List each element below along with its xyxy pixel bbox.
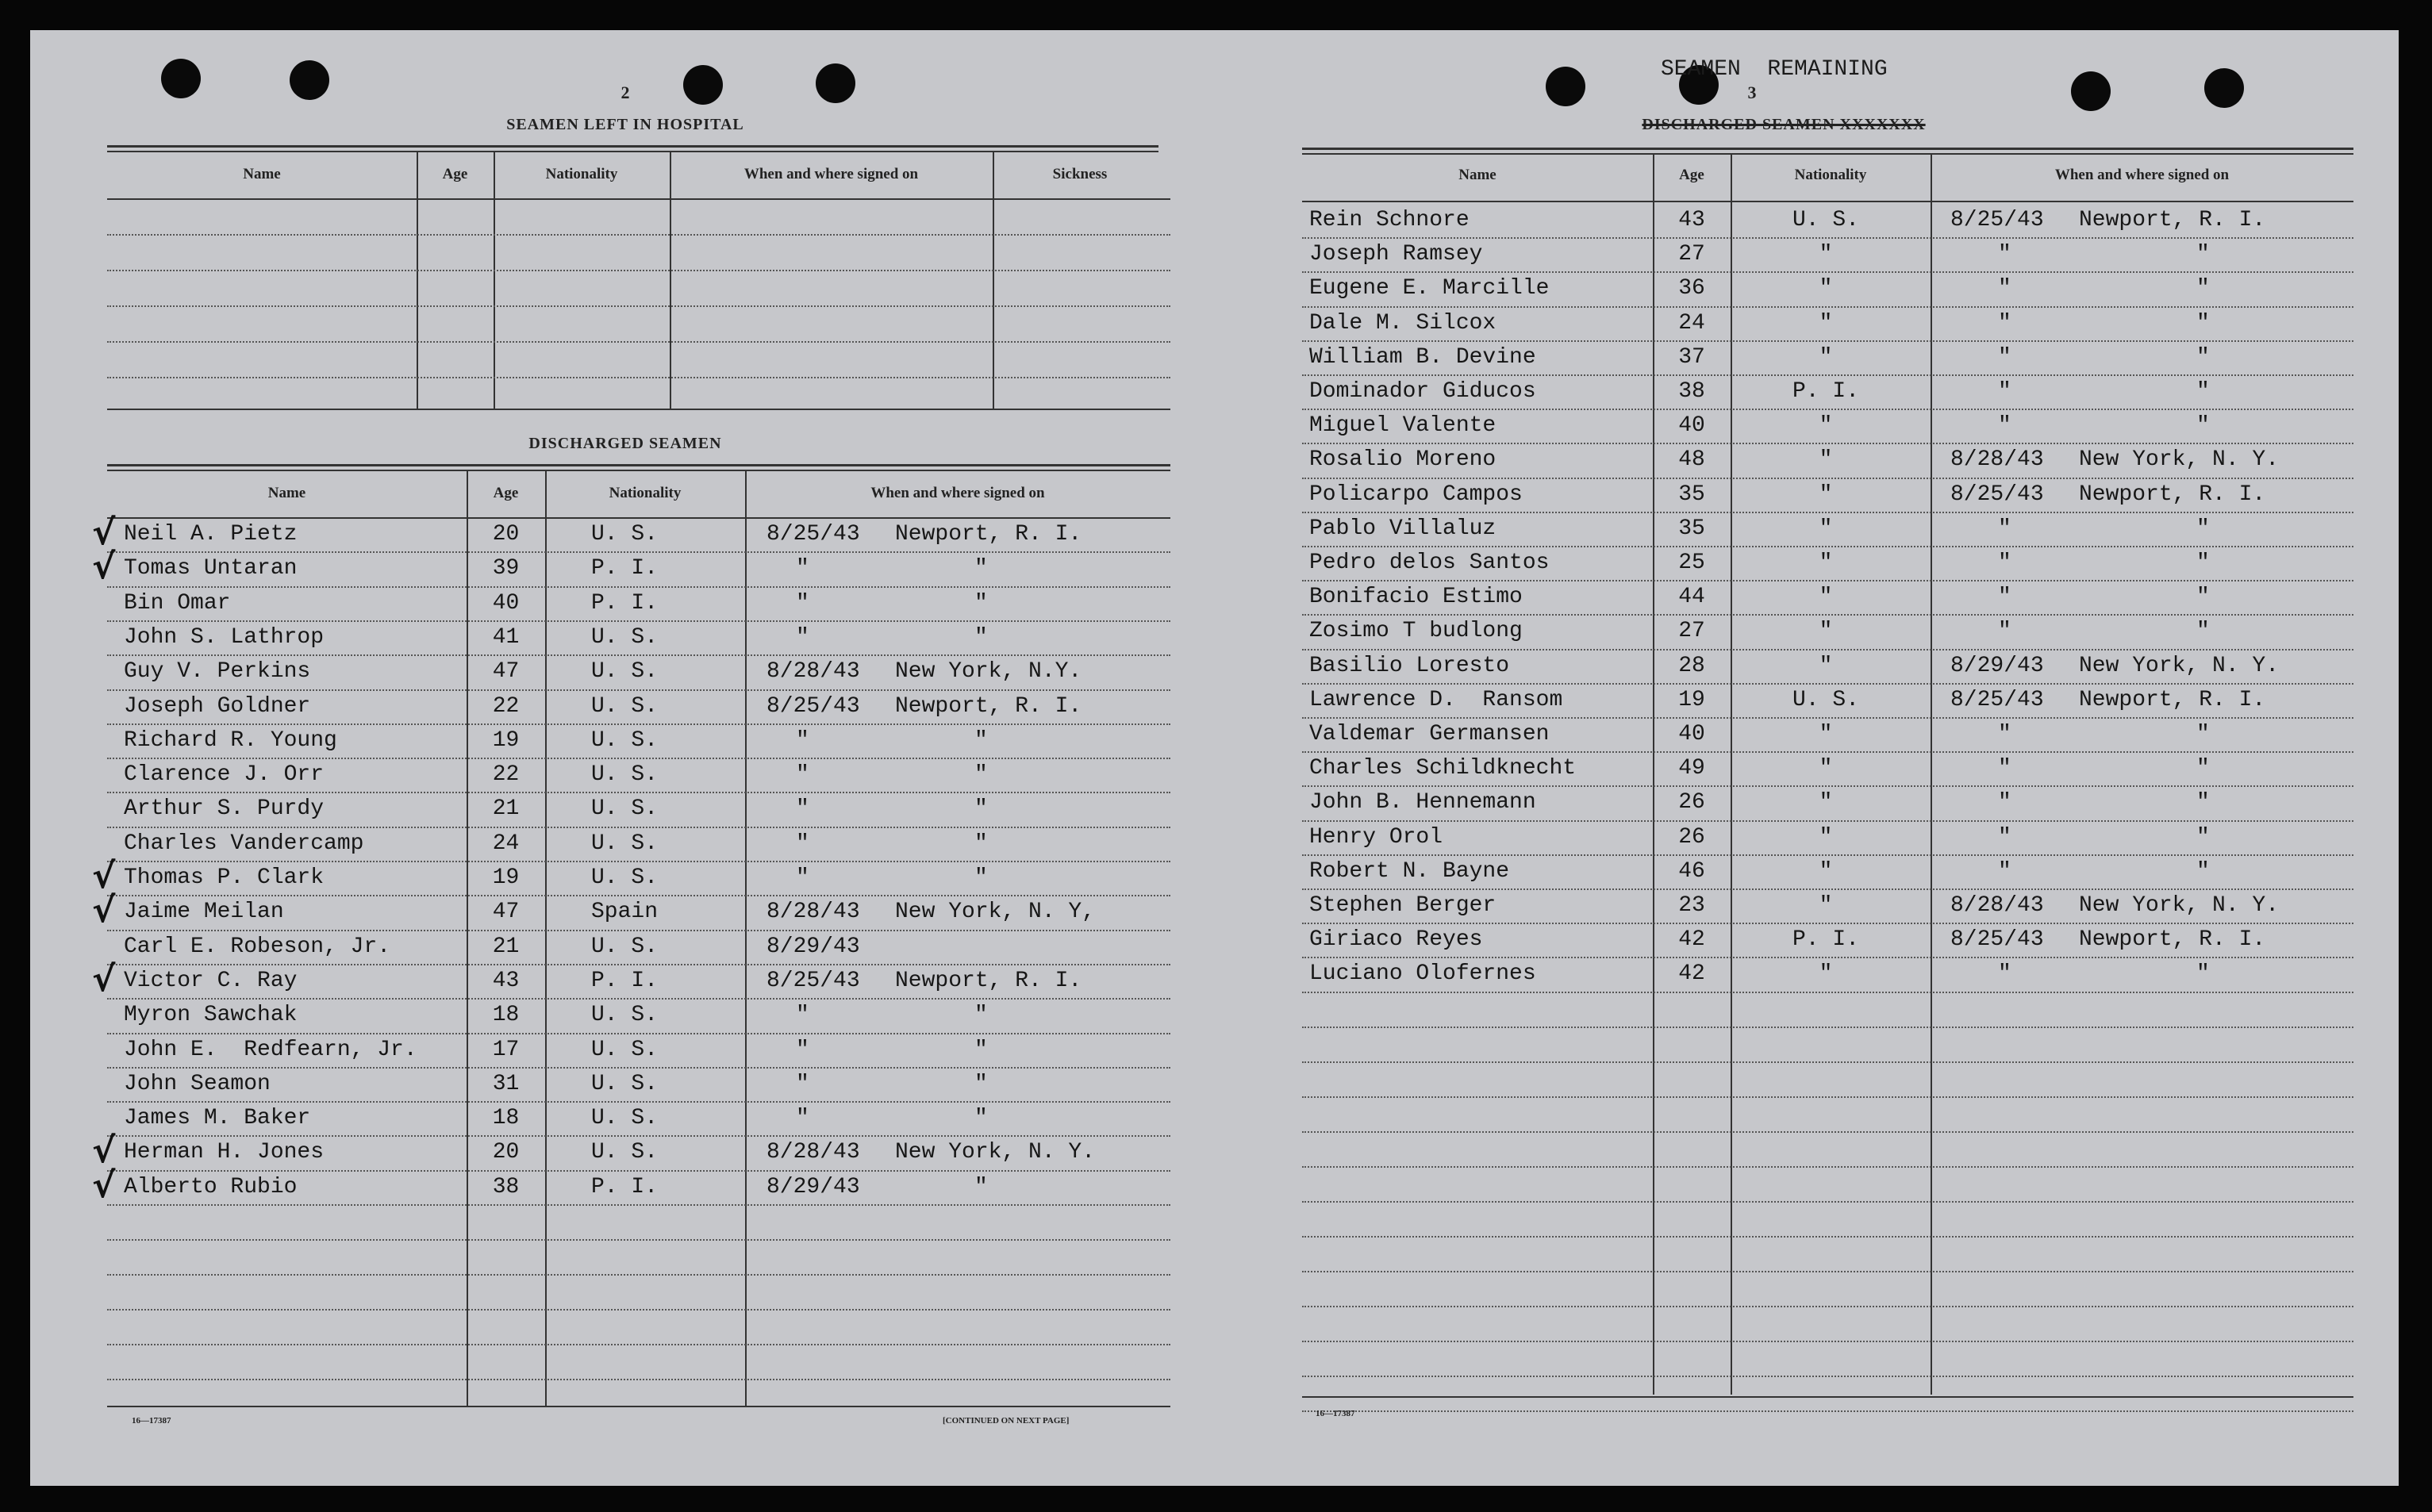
cell-name: William B. Devine: [1309, 344, 1536, 370]
cell-date: ": [796, 727, 809, 753]
cell-place: New York, N. Y,: [895, 900, 1096, 925]
cell-date: 8/29/43: [1950, 653, 2044, 678]
cell-nat: ": [1819, 722, 1833, 746]
table-row: [1220, 546, 2363, 579]
cell-place: ": [2196, 242, 2210, 267]
cell-name: Stephen Berger: [1309, 893, 1496, 918]
cell-nat: U. S.: [590, 1003, 658, 1028]
cell-age: 19: [492, 865, 520, 890]
cell-age: 27: [1678, 619, 1705, 644]
cell-date: ": [796, 1037, 809, 1062]
cell-age: 38: [1678, 379, 1705, 404]
cell-nat: U. S.: [590, 1106, 658, 1131]
cell-age: 20: [492, 1140, 520, 1165]
table-row: [1220, 203, 2363, 236]
cell-date: ": [796, 831, 809, 856]
cell-date: ": [1998, 585, 2011, 610]
cell-age: 19: [492, 727, 520, 753]
cell-place: Newport, R. I.: [2079, 482, 2266, 507]
cell-place: ": [2196, 276, 2210, 301]
cell-name: John S. Lathrop: [124, 624, 325, 650]
cell-place: ": [974, 1003, 988, 1028]
table-row: [1220, 923, 2363, 956]
cell-nat: ": [1819, 551, 1833, 575]
cell-name: Tomas Untaran: [124, 556, 298, 581]
cell-age: 26: [1678, 790, 1705, 815]
cell-nat: U. S.: [590, 762, 658, 788]
cell-age: 38: [492, 1174, 520, 1199]
cell-age: 19: [1678, 687, 1705, 712]
cell-place: ": [974, 1071, 988, 1096]
checkmark-icon: √: [92, 958, 116, 1000]
cell-place: Newport, R. I.: [2079, 687, 2266, 712]
cell-nat: U. S.: [590, 865, 658, 890]
cell-age: 21: [492, 796, 520, 822]
cell-nat: ": [1819, 413, 1833, 439]
cell-age: 21: [492, 934, 520, 959]
cell-age: 44: [1678, 585, 1705, 610]
cell-name: Robert N. Bayne: [1309, 858, 1510, 884]
cell-date: ": [1998, 619, 2011, 644]
col-nationality: Nationality: [1794, 167, 1867, 183]
typed-title: SEAMEN REMAINING: [1661, 57, 1888, 82]
col-age: Age: [1679, 167, 1704, 183]
cell-name: Pablo Villaluz: [1309, 516, 1496, 541]
table-row: [1220, 306, 2363, 340]
left-page: [30, 30, 1181, 1486]
table-row: [1220, 478, 2363, 511]
cell-place: ": [974, 590, 988, 616]
cell-date: 8/28/43: [766, 900, 860, 925]
cell-date: 8/28/43: [766, 659, 860, 685]
cell-age: 48: [1678, 447, 1705, 473]
table-row: [30, 856, 1173, 896]
table-row: [1220, 271, 2363, 305]
cell-date: ": [1998, 310, 2011, 336]
cell-name: Eugene E. Marcille: [1309, 276, 1550, 301]
cell-name: Richard R. Young: [124, 727, 337, 753]
cell-age: 18: [492, 1003, 520, 1028]
cell-place: ": [974, 762, 988, 788]
cell-place: ": [974, 1174, 988, 1199]
table-row: [30, 1033, 1173, 1066]
table-row: [30, 1165, 1173, 1206]
cell-nat: ": [1819, 447, 1833, 473]
table-row: [30, 890, 1173, 931]
cell-place: Newport, R. I.: [2079, 208, 2266, 232]
cell-date: ": [1998, 722, 2011, 746]
cell-nat: P. I.: [590, 590, 658, 616]
cell-nat: U. S.: [590, 624, 658, 650]
cell-nat: U. S.: [1792, 208, 1859, 232]
cell-place: ": [2196, 756, 2210, 781]
form-number: 16—17387: [1316, 1409, 1355, 1418]
struck-title: DISCHARGED SEAMEN XXXXXXX: [1642, 116, 1926, 133]
cell-place: Newport, R. I.: [895, 968, 1082, 993]
cell-place: ": [2196, 379, 2210, 404]
cell-nat: P. I.: [1792, 927, 1859, 953]
cell-nat: ": [1819, 619, 1833, 644]
cell-nat: P. I.: [590, 556, 658, 581]
table-row: [30, 689, 1173, 723]
cell-name: Policarpo Campos: [1309, 482, 1523, 507]
col-age: Age: [442, 166, 468, 182]
cell-place: ": [2196, 551, 2210, 575]
table-row: [30, 723, 1173, 757]
col-signed-on: When and where signed on: [743, 166, 919, 182]
col-signed-on: When and where signed on: [2054, 167, 2230, 183]
cell-date: ": [1998, 824, 2011, 850]
cell-date: 8/25/43: [1950, 208, 2044, 232]
cell-age: 47: [492, 900, 520, 925]
table-row: [1220, 888, 2363, 922]
cell-date: 8/25/43: [1950, 927, 2044, 953]
cell-date: 8/25/43: [766, 693, 860, 719]
cell-nat: ": [1819, 858, 1833, 884]
cell-date: 8/25/43: [1950, 687, 2044, 712]
cell-date: 8/29/43: [766, 934, 860, 959]
cell-name: Carl E. Robeson, Jr.: [124, 934, 391, 959]
table-row: [1220, 512, 2363, 545]
cell-nat: U. S.: [590, 727, 658, 753]
cell-date: ": [796, 1003, 809, 1028]
cell-name: Bin Omar: [124, 590, 231, 616]
cell-age: 43: [1678, 208, 1705, 232]
cell-date: ": [1998, 379, 2011, 404]
table-row: [1220, 820, 2363, 854]
table-row: [1220, 683, 2363, 716]
cell-place: ": [974, 831, 988, 856]
cell-place: Newport, R. I.: [895, 522, 1082, 547]
cell-age: 42: [1678, 961, 1705, 987]
cell-age: 42: [1678, 927, 1705, 953]
checkmark-icon: √: [92, 547, 116, 588]
table-row: [30, 1130, 1173, 1172]
cell-place: ": [2196, 585, 2210, 610]
cell-date: ": [1998, 858, 2011, 884]
cell-date: ": [1998, 242, 2011, 267]
table-row: [1220, 717, 2363, 750]
cell-place: ": [2196, 790, 2210, 815]
cell-date: ": [1998, 756, 2011, 781]
cell-nat: ": [1819, 276, 1833, 301]
hospital-title: SEAMEN LEFT IN HOSPITAL: [506, 116, 744, 133]
table-row: [30, 930, 1173, 963]
cell-nat: U. S.: [1792, 687, 1859, 712]
cell-name: Herman H. Jones: [124, 1140, 325, 1165]
cell-nat: ": [1819, 310, 1833, 336]
cell-name: Myron Sawchak: [124, 1003, 298, 1028]
cell-age: 37: [1678, 344, 1705, 370]
cell-name: Dominador Giducos: [1309, 379, 1536, 404]
cell-nat: ": [1819, 344, 1833, 370]
table-row: [1220, 854, 2363, 888]
col-nationality: Nationality: [609, 485, 682, 501]
cell-name: Charles Schildknecht: [1309, 756, 1577, 781]
cell-name: John B. Hennemann: [1309, 790, 1536, 815]
cell-date: ": [796, 556, 809, 581]
cell-name: Alberto Rubio: [124, 1174, 298, 1199]
checkmark-icon: √: [92, 1130, 116, 1172]
cell-nat: U. S.: [590, 693, 658, 719]
table-row: [1220, 409, 2363, 442]
cell-age: 23: [1678, 893, 1705, 918]
cell-place: New York, N. Y.: [2079, 893, 2280, 918]
cell-nat: ": [1819, 790, 1833, 815]
cell-nat: U. S.: [590, 1071, 658, 1096]
cell-nat: U. S.: [590, 522, 658, 547]
cell-place: ": [974, 1037, 988, 1062]
cell-date: ": [1998, 961, 2011, 987]
cell-date: ": [1998, 413, 2011, 439]
cell-place: ": [2196, 344, 2210, 370]
cell-age: 22: [492, 762, 520, 788]
table-row: [30, 586, 1173, 620]
col-nationality: Nationality: [545, 166, 618, 182]
cell-age: 41: [492, 624, 520, 650]
table-row: [30, 620, 1173, 654]
cell-nat: U. S.: [590, 934, 658, 959]
cell-nat: P. I.: [590, 1174, 658, 1199]
cell-place: ": [974, 556, 988, 581]
table-row: [1220, 751, 2363, 785]
cell-place: Newport, R. I.: [895, 693, 1082, 719]
cell-name: John E. Redfearn, Jr.: [124, 1037, 417, 1062]
cell-name: Guy V. Perkins: [124, 659, 311, 685]
cell-date: ": [796, 1106, 809, 1131]
cell-date: ": [796, 762, 809, 788]
cell-age: 40: [1678, 413, 1705, 439]
table-row: [30, 792, 1173, 825]
cell-nat: P. I.: [1792, 379, 1859, 404]
document-sheet: [30, 30, 2399, 1486]
cell-age: 25: [1678, 551, 1705, 575]
cell-place: ": [974, 865, 988, 890]
cell-date: 8/25/43: [1950, 482, 2044, 507]
form-number: 16—17387: [132, 1416, 171, 1426]
cell-nat: ": [1819, 756, 1833, 781]
col-name: Name: [1458, 167, 1496, 183]
table-row: [1220, 237, 2363, 271]
cell-place: Newport, R. I.: [2079, 927, 2266, 953]
cell-nat: P. I.: [590, 968, 658, 993]
cell-nat: ": [1819, 516, 1833, 541]
cell-date: ": [1998, 276, 2011, 301]
cell-date: ": [1998, 790, 2011, 815]
table-row: [1220, 614, 2363, 647]
cell-name: Henry Orol: [1309, 824, 1443, 850]
cell-nat: Spain: [590, 900, 658, 925]
col-name: Name: [267, 485, 306, 501]
cell-nat: U. S.: [590, 796, 658, 822]
cell-name: Thomas P. Clark: [124, 865, 325, 890]
col-age: Age: [493, 485, 519, 501]
table-row: [1220, 340, 2363, 374]
cell-place: New York, N.Y.: [895, 659, 1082, 685]
cell-place: ": [2196, 722, 2210, 746]
cell-age: 26: [1678, 824, 1705, 850]
cell-age: 20: [492, 522, 520, 547]
cell-place: ": [2196, 310, 2210, 336]
cell-nat: U. S.: [590, 659, 658, 685]
cell-name: Neil A. Pietz: [124, 522, 298, 547]
cell-place: ": [2196, 824, 2210, 850]
cell-place: ": [2196, 413, 2210, 439]
cell-name: Giriaco Reyes: [1309, 927, 1483, 953]
cell-place: New York, N. Y.: [2079, 653, 2280, 678]
cell-age: 40: [1678, 722, 1705, 746]
cell-name: Joseph Ramsey: [1309, 242, 1483, 267]
cell-name: Dale M. Silcox: [1309, 310, 1496, 336]
cell-age: 40: [492, 590, 520, 616]
cell-name: Arthur S. Purdy: [124, 796, 325, 822]
cell-name: Basilio Loresto: [1309, 653, 1510, 678]
cell-age: 35: [1678, 482, 1705, 507]
col-sickness: Sickness: [1052, 166, 1108, 182]
cell-age: 35: [1678, 516, 1705, 541]
cell-place: New York, N. Y.: [895, 1140, 1096, 1165]
cell-place: ": [2196, 516, 2210, 541]
cell-place: ": [974, 727, 988, 753]
cell-name: Lawrence D. Ransom: [1309, 687, 1563, 712]
cell-nat: ": [1819, 824, 1833, 850]
table-row: [30, 547, 1173, 588]
table-row: [30, 1101, 1173, 1134]
cell-nat: U. S.: [590, 1140, 658, 1165]
cell-age: 46: [1678, 858, 1705, 884]
right-page: [1220, 30, 2399, 1486]
cell-date: 8/28/43: [1950, 893, 2044, 918]
cell-place: ": [974, 624, 988, 650]
checkmark-icon: √: [92, 1165, 116, 1206]
cell-age: 31: [492, 1071, 520, 1096]
cell-age: 17: [492, 1037, 520, 1062]
cell-age: 36: [1678, 276, 1705, 301]
table-row: [1220, 785, 2363, 819]
col-name: Name: [243, 166, 281, 182]
cell-name: Miguel Valente: [1309, 413, 1496, 439]
cell-age: 28: [1678, 653, 1705, 678]
cell-date: ": [796, 590, 809, 616]
cell-name: Pedro delos Santos: [1309, 551, 1550, 575]
cell-date: ": [796, 1071, 809, 1096]
cell-name: Rein Schnore: [1309, 208, 1470, 232]
cell-name: Bonifacio Estimo: [1309, 585, 1523, 610]
table-row: [1220, 374, 2363, 408]
cell-date: 8/25/43: [766, 522, 860, 547]
cell-date: ": [796, 624, 809, 650]
cell-age: 18: [492, 1106, 520, 1131]
cell-nat: U. S.: [590, 831, 658, 856]
cell-date: ": [796, 865, 809, 890]
continued-note: [CONTINUED ON NEXT PAGE]: [943, 1416, 1070, 1426]
cell-age: 27: [1678, 242, 1705, 267]
cell-age: 22: [492, 693, 520, 719]
table-row: [30, 827, 1173, 860]
discharged-title: DISCHARGED SEAMEN: [528, 435, 722, 452]
table-row: [30, 998, 1173, 1031]
page-number: 2: [620, 83, 630, 102]
cell-age: 24: [1678, 310, 1705, 336]
cell-name: John Seamon: [124, 1071, 271, 1096]
cell-nat: ": [1819, 482, 1833, 507]
cell-place: ": [974, 796, 988, 822]
table-row: [30, 512, 1173, 553]
cell-date: 8/25/43: [766, 968, 860, 993]
cell-name: Zosimo T budlong: [1309, 619, 1523, 644]
cell-name: Luciano Olofernes: [1309, 961, 1536, 987]
cell-name: Jaime Meilan: [124, 900, 284, 925]
cell-date: 8/28/43: [766, 1140, 860, 1165]
table-row: [1220, 443, 2363, 476]
cell-date: ": [1998, 551, 2011, 575]
cell-name: Victor C. Ray: [124, 968, 298, 993]
page-number: 3: [1747, 83, 1757, 102]
table-row: [30, 758, 1173, 791]
cell-place: ": [2196, 858, 2210, 884]
cell-age: 49: [1678, 756, 1705, 781]
cell-date: 8/28/43: [1950, 447, 2044, 473]
cell-age: 24: [492, 831, 520, 856]
cell-date: 8/29/43: [766, 1174, 860, 1199]
cell-place: ": [974, 1106, 988, 1131]
cell-date: ": [1998, 516, 2011, 541]
col-signed-on: When and where signed on: [870, 485, 1045, 501]
cell-name: James M. Baker: [124, 1106, 311, 1131]
cell-name: Joseph Goldner: [124, 693, 311, 719]
cell-name: Clarence J. Orr: [124, 762, 325, 788]
checkmark-icon: √: [92, 512, 116, 553]
cell-name: Charles Vandercamp: [124, 831, 364, 856]
table-row: [30, 1067, 1173, 1100]
cell-nat: ": [1819, 242, 1833, 267]
cell-nat: ": [1819, 653, 1833, 678]
cell-nat: ": [1819, 893, 1833, 918]
cell-place: New York, N. Y.: [2079, 447, 2280, 473]
checkmark-icon: √: [92, 856, 116, 896]
checkmark-icon: √: [92, 890, 116, 931]
cell-name: Rosalio Moreno: [1309, 447, 1496, 473]
table-row: [1220, 649, 2363, 682]
cell-age: 39: [492, 556, 520, 581]
table-row: [30, 958, 1173, 1000]
cell-place: ": [2196, 961, 2210, 987]
table-row: [30, 654, 1173, 688]
cell-date: ": [796, 796, 809, 822]
cell-nat: ": [1819, 585, 1833, 610]
cell-age: 43: [492, 968, 520, 993]
cell-date: ": [1998, 344, 2011, 370]
cell-place: ": [2196, 619, 2210, 644]
cell-age: 47: [492, 659, 520, 685]
cell-nat: ": [1819, 961, 1833, 987]
table-row: [1220, 580, 2363, 613]
cell-name: Valdemar Germansen: [1309, 722, 1550, 746]
table-row: [1220, 957, 2363, 990]
cell-nat: U. S.: [590, 1037, 658, 1062]
